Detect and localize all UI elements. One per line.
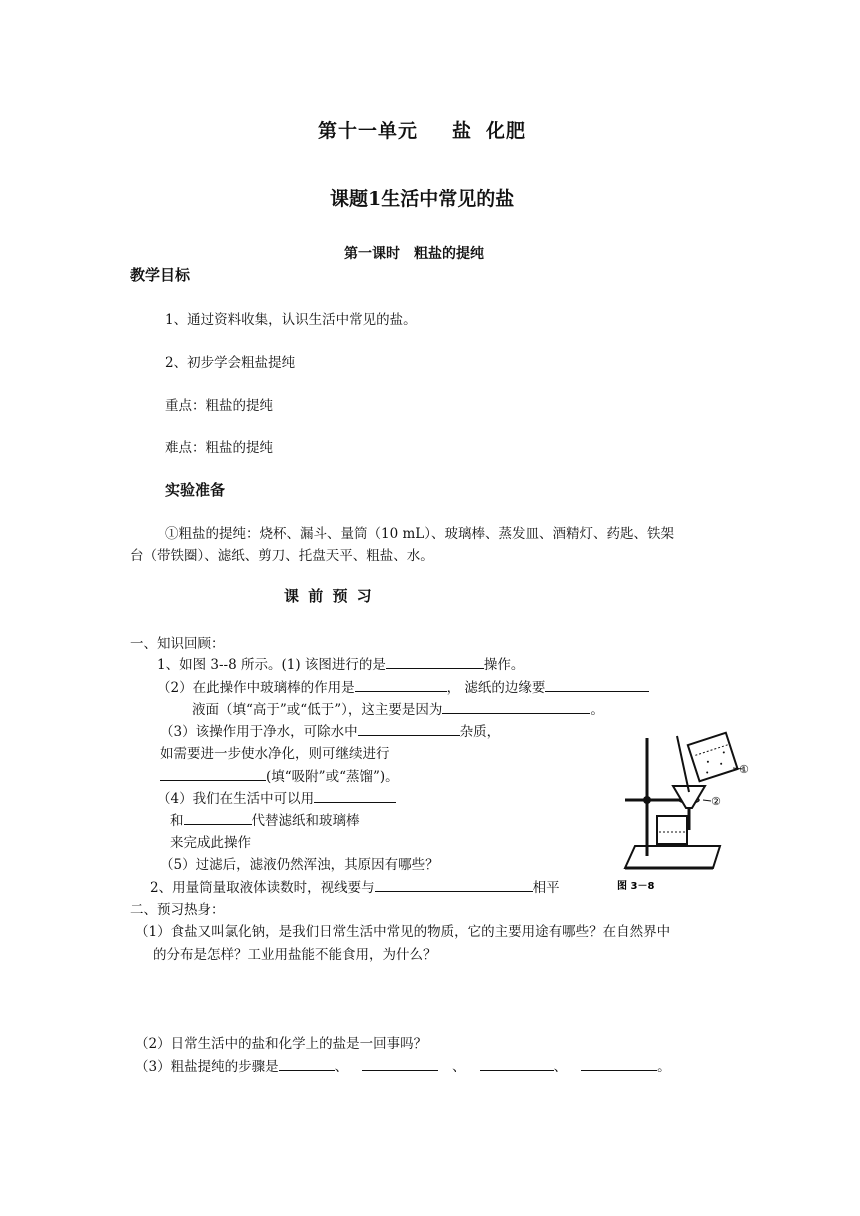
answer-blank[interactable]	[581, 1058, 657, 1071]
unit-title	[318, 116, 526, 143]
section-2-title: 二、预习热身：	[130, 902, 225, 918]
goal-item-2: 2、初步学会粗盐提纯	[165, 355, 296, 371]
goals-heading: 教学目标	[130, 266, 191, 284]
warmup-3: （3）粗盐提纯的步骤是 、 、 、 。	[135, 1059, 671, 1075]
answer-blank[interactable]	[355, 679, 447, 692]
prep-heading: 实验准备	[165, 481, 226, 499]
goal-difficulty: 难点：粗盐的提纯	[165, 440, 273, 456]
question-4-end: 来完成此操作	[170, 835, 251, 851]
answer-blank[interactable]	[184, 812, 252, 825]
question-3-cont: 如需要进一步使水净化，则可继续进行	[160, 746, 390, 762]
unit-number: 第十一单元	[318, 120, 419, 142]
goal-item-1: 1、通过资料收集，认识生活中常见的盐。	[165, 312, 417, 328]
answer-blank[interactable]	[358, 723, 460, 736]
figure-caption: 图 3－8	[617, 881, 655, 892]
question-3: （3）该操作用于净水，可除水中 杂质，	[160, 724, 501, 740]
question-5: （5）过滤后，滤液仍然浑浊，其原因有哪些？	[160, 857, 439, 873]
answer-blank[interactable]	[362, 1058, 438, 1071]
question-3-blank: (填“吸附”或“蒸馏”)。	[160, 765, 399, 785]
question-6: 2、用量筒量取液体读数时，视线要与 相平	[150, 880, 560, 896]
prep-line-2: 台（带铁圈）、滤纸、剪刀、托盘天平、粗盐、水。	[130, 548, 434, 564]
question-4: （4）我们在生活中可以用	[157, 787, 396, 807]
unit-topic-fertilizer: 化肥	[486, 120, 527, 142]
session-title	[344, 243, 484, 263]
unit-topic-salt: 盐	[452, 120, 473, 142]
question-4-cont: 和 代替滤纸和玻璃棒	[170, 813, 360, 829]
lesson-title: 课题1生活中常见的盐	[330, 188, 515, 210]
answer-blank[interactable]	[160, 768, 266, 781]
question-2: （2）在此操作中玻璃棒的作用是 ， 滤纸的边缘要	[157, 676, 649, 696]
pouring-beaker	[688, 733, 738, 782]
figure-label-1: ①	[739, 763, 749, 776]
answer-blank[interactable]	[545, 679, 649, 692]
answer-blank[interactable]	[375, 879, 533, 892]
preview-heading: 课 前 预 习	[284, 587, 374, 605]
question-2-cont: 液面（填“高于”或“低于”），这主要是因为 。	[192, 702, 604, 718]
session-topic: 粗盐的提纯	[414, 246, 484, 262]
warmup-1: （1）食盐又叫氯化钠，是我们日常生活中常见的物质，它的主要用途有哪些？在自然界中	[135, 924, 671, 940]
iron-stand-base	[625, 846, 720, 868]
goal-key-point: 重点：粗盐的提纯	[165, 398, 273, 414]
answer-blank[interactable]	[480, 1058, 554, 1071]
warmup-2: （2）日常生活中的盐和化学上的盐是一回事吗？	[135, 1036, 428, 1052]
answer-blank[interactable]	[442, 701, 590, 714]
warmup-1-cont: 的分布是怎样？工业用盐能不能食用，为什么？	[153, 947, 437, 963]
figure-label-2: ②	[711, 795, 721, 808]
answer-blank[interactable]	[386, 656, 484, 669]
filtration-figure	[615, 728, 765, 894]
receiving-beaker	[657, 816, 687, 844]
session-label: 第一课时	[344, 246, 400, 262]
question-1: 1、如图 3--8 所示。(1) 该图进行的是 操作。	[157, 657, 525, 673]
section-1-title: 一、知识回顾：	[130, 636, 225, 652]
answer-blank[interactable]	[279, 1058, 335, 1071]
prep-line-1: ①粗盐的提纯：烧杯、漏斗、量筒（10 mL）、玻璃棒、蒸发皿、酒精灯、药匙、铁架	[165, 526, 674, 542]
answer-blank[interactable]	[314, 790, 396, 803]
